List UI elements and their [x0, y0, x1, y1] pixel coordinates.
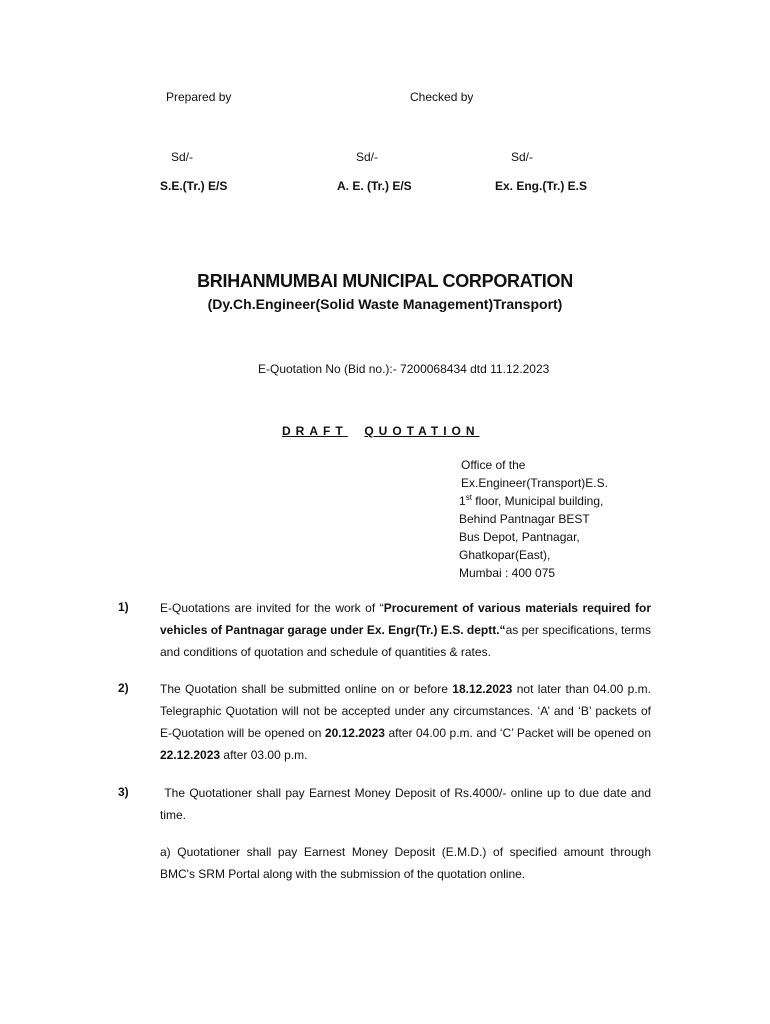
clause-2-part2: not later than 04.00 p.m. Telegraphic Quotation will not be accepted under any circumstances. ‘A’ and ‘B’ packets of E-Quotation will be opened on — [160, 682, 652, 740]
floor-text: floor, Municipal building, — [471, 494, 604, 508]
draft-word: DRAFT — [282, 424, 348, 438]
address-line — [459, 492, 608, 510]
organization-title: BRIHANMUMBAI MUNICIPAL CORPORATION — [197, 271, 573, 291]
checked-by-label: Checked by — [410, 90, 474, 104]
signature-sd-2: Sd/- — [356, 150, 379, 164]
draft-quotation-heading — [282, 424, 480, 438]
signatory-title-se: S.E.(Tr.) E/S — [160, 179, 228, 193]
clause-3-text: The Quotationer shall pay Earnest Money Deposit of Rs.4000/- online up to due date and time. — [160, 786, 655, 822]
c-packet-opening-date: 22.12.2023 — [160, 748, 221, 762]
address-line: Behind Pantnagar BEST — [459, 512, 590, 526]
floor-number: 1 — [459, 494, 466, 508]
submission-date: 18.12.2023 — [452, 682, 513, 696]
address-line: Mumbai : 400 075 — [459, 566, 556, 580]
office-address — [459, 456, 608, 582]
clause-number-2: 2) — [118, 681, 129, 695]
floor-suffix: st — [465, 493, 472, 502]
clause-2-part3: after 04.00 p.m. and ‘C’ Packet will be opened on — [384, 726, 651, 740]
clause-2-part4: after 03.00 p.m. — [220, 748, 308, 762]
signature-sd-1: Sd/- — [171, 150, 194, 164]
clause-1-intro: E-Quotations are invited for the work of “ — [160, 601, 384, 615]
signatory-title-ee: Ex. Eng.(Tr.) E.S — [495, 179, 588, 193]
signature-sd-3: Sd/- — [511, 150, 534, 164]
clause-number-3: 3) — [118, 785, 129, 799]
clause-number-1: 1) — [118, 600, 129, 614]
quotation-word: QUOTATION — [364, 424, 480, 438]
clause-2-text — [160, 678, 651, 766]
clause-1-tail: as per specifications, terms and conditions of quotation and schedule of quantities & rates. — [160, 623, 652, 659]
address-line: Ex.Engineer(Transport)E.S. — [461, 476, 608, 490]
address-line: Ghatkopar(East), — [459, 548, 551, 562]
prepared-by-label: Prepared by — [166, 90, 232, 104]
address-line: Office of the — [461, 458, 526, 472]
address-line: Bus Depot, Pantnagar, — [459, 530, 580, 544]
department-subtitle: (Dy.Ch.Engineer(Solid Waste Management)Transport) — [207, 296, 563, 312]
clause-3a-text: a) Quotationer shall pay Earnest Money Deposit (E.M.D.) of specified amount through BMC's SRM Portal along with the submission of the quotation online. — [160, 845, 651, 881]
ab-packet-opening-date: 20.12.2023 — [324, 726, 385, 740]
clause-1-text — [160, 597, 651, 663]
signatory-title-ae: A. E. (Tr.) E/S — [337, 179, 412, 193]
clause-1-work-title: Procurement of various materials required for vehicles of Pantnagar garage under Ex. Engr(Tr.) E.S. deptt.“ — [160, 601, 651, 637]
quotation-number: E-Quotation No (Bid no.):- 7200068434 dtd 11.12.2023 — [258, 362, 550, 376]
clause-2-part1: The Quotation shall be submitted online on or before — [160, 682, 453, 696]
